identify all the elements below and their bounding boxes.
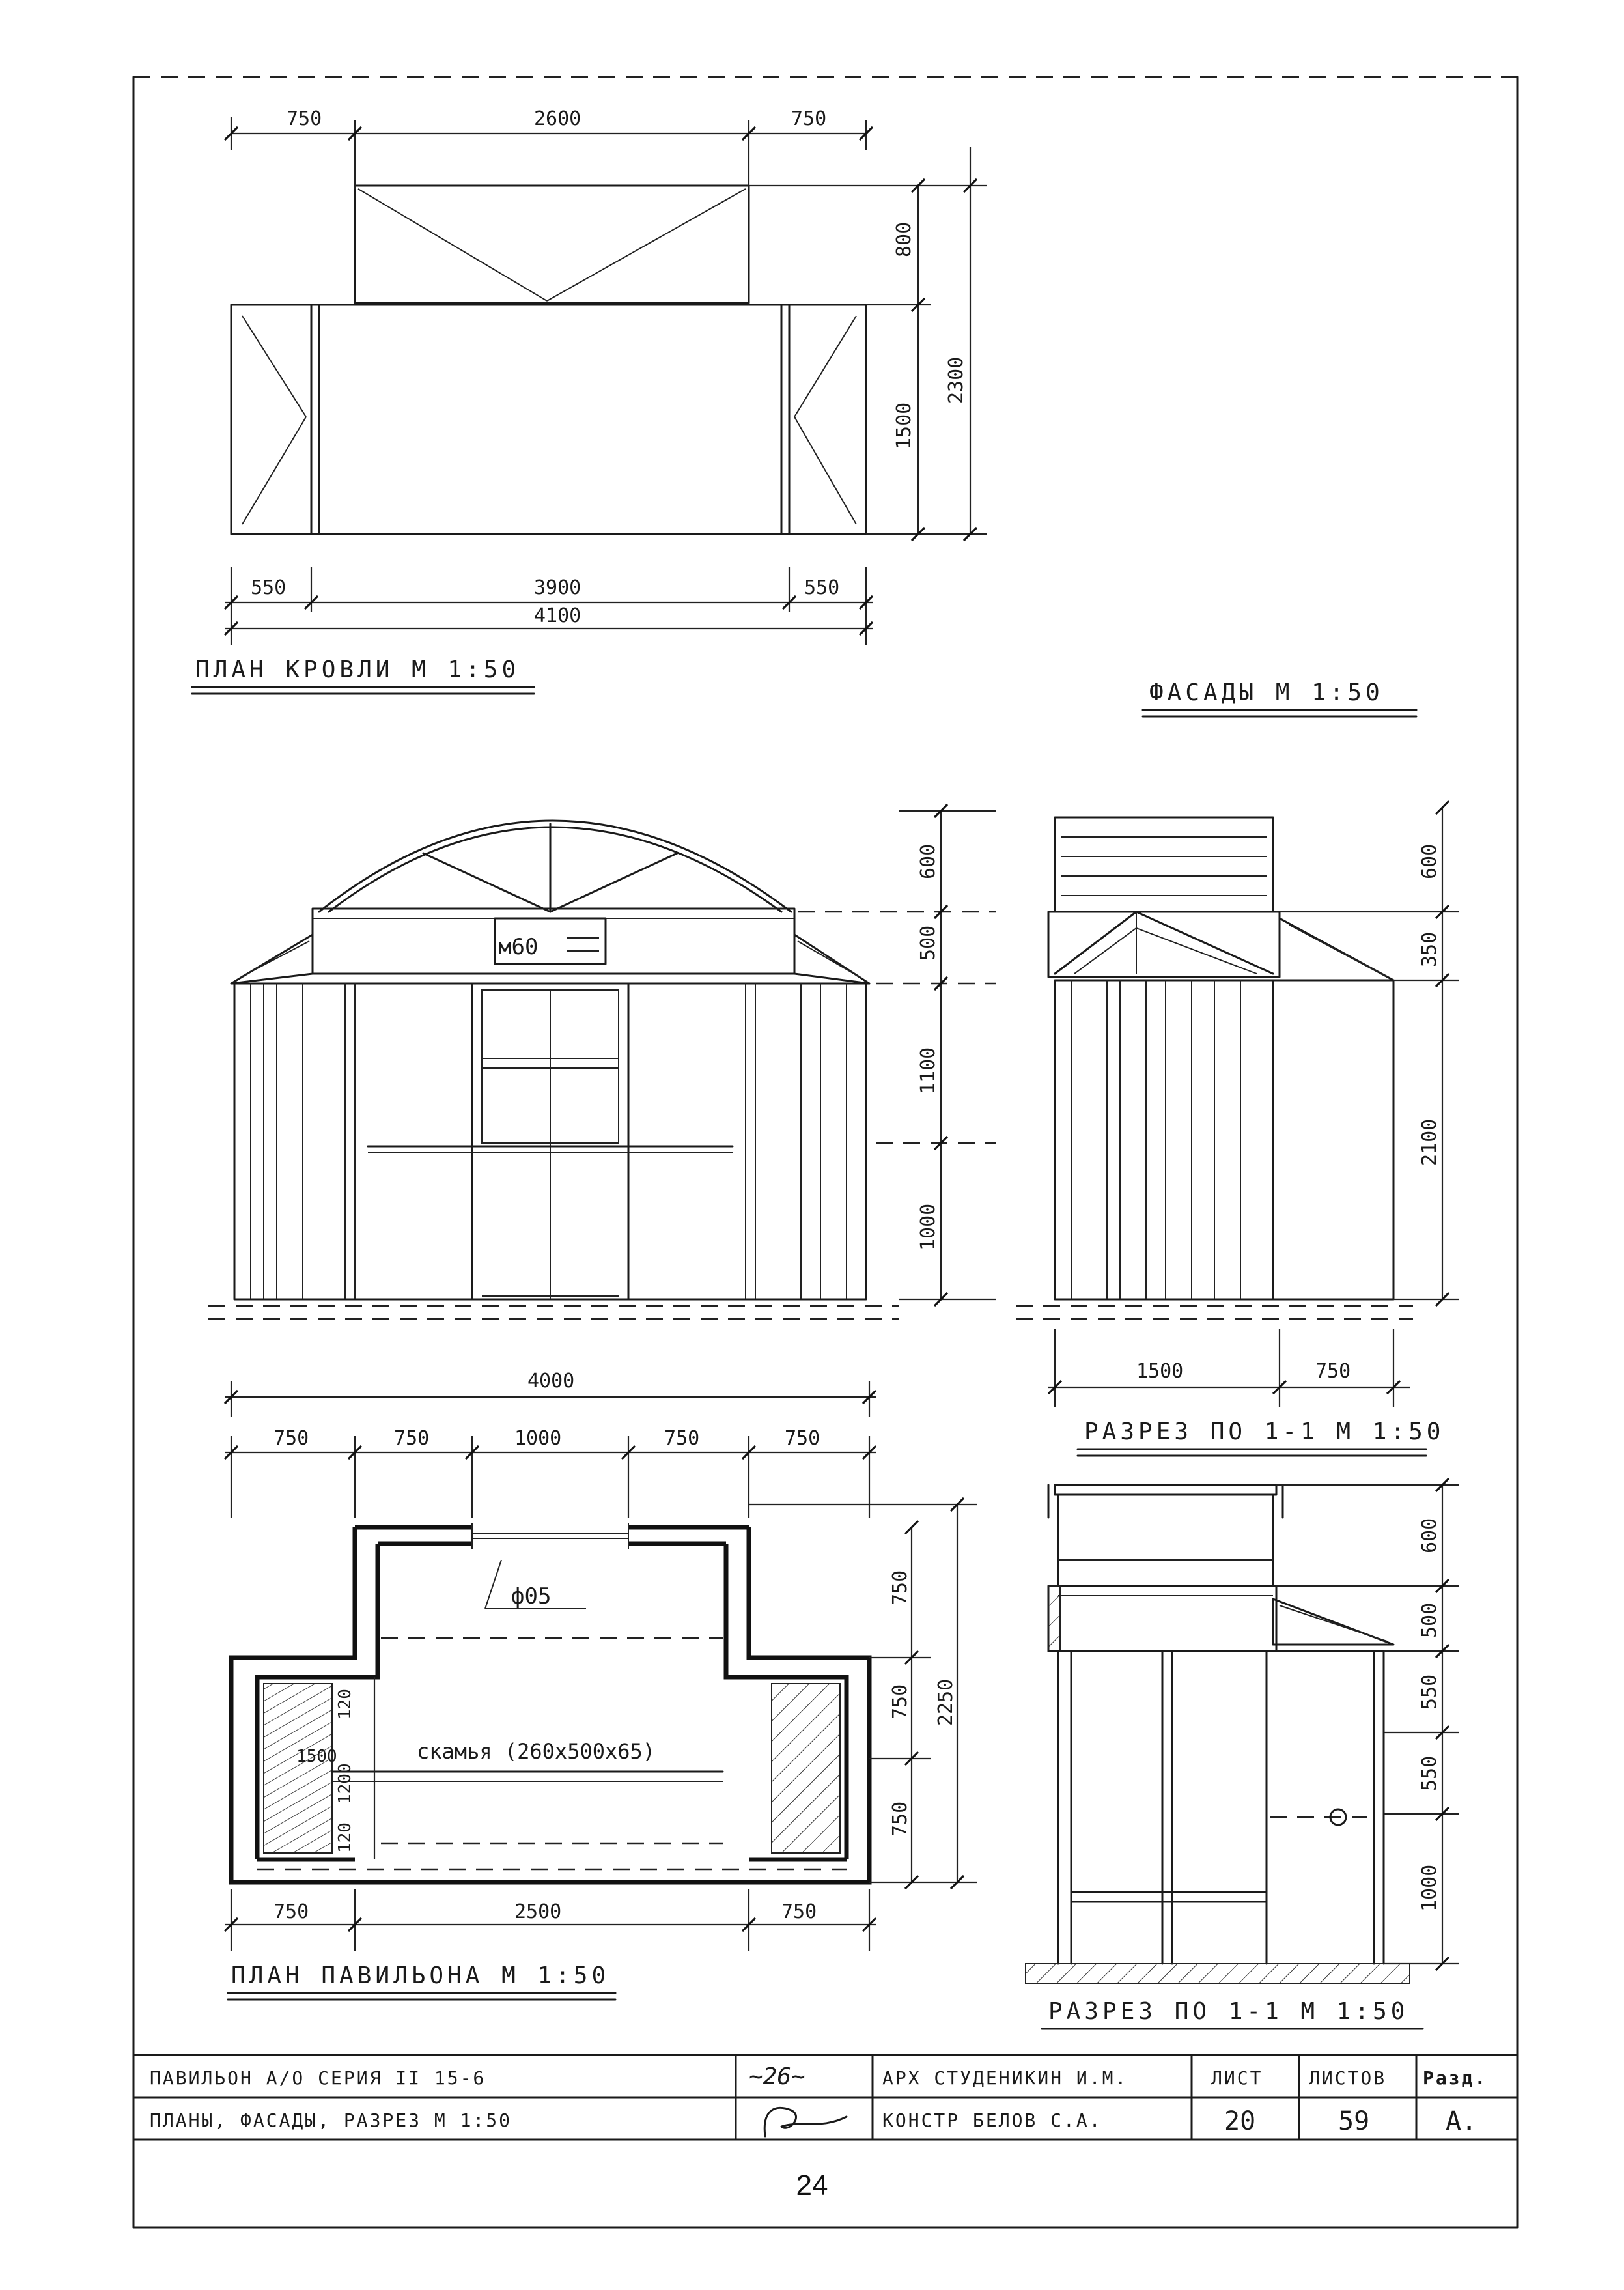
title-block-sheets-label: ЛИСТОВ — [1309, 2067, 1387, 2089]
roof-dim-bottom-3: 550 — [804, 576, 840, 599]
roof-dim-overall: 4100 — [534, 604, 581, 627]
roof-dim-bottom-1: 550 — [251, 576, 287, 599]
side-dim-bottom-1: 1500 — [1136, 1360, 1184, 1383]
plan-dim-bottom-1: 750 — [273, 1901, 309, 1923]
roof-dim-top-1: 750 — [287, 107, 322, 130]
plan-dim-overall: 4000 — [527, 1370, 575, 1392]
page-number: 24 — [796, 2170, 828, 2201]
plan-note-pipe: ф05 — [511, 1583, 552, 1609]
title-block-stage-label: Разд. — [1423, 2067, 1488, 2089]
section-dim-right-1: 600 — [1418, 1518, 1441, 1553]
side-dim-right-2: 350 — [1418, 931, 1441, 967]
roof-plan-main — [231, 305, 866, 534]
plan-dim-inner-4: 1500 — [296, 1747, 337, 1766]
plan-dim-right-2: 750 — [889, 1684, 912, 1719]
roof-dim-right-2: 1500 — [893, 402, 916, 449]
roof-dim-right-1: 800 — [893, 221, 916, 257]
title-block-signature-1: ~26~ — [749, 2063, 805, 2090]
sheet-frame — [133, 77, 1517, 2227]
roof-dim-right-3: 2300 — [945, 356, 968, 404]
title-block-content: ПЛАНЫ, ФАСАДЫ, РАЗРЕЗ М 1:50 — [150, 2110, 512, 2131]
plan-dim-inner-1: 120 — [335, 1689, 355, 1719]
section-title-top-block — [1078, 1419, 1444, 1456]
facade-arch — [319, 821, 791, 912]
side-dim-right-1: 600 — [1418, 843, 1441, 879]
section-dim-right-5: 1000 — [1418, 1864, 1441, 1912]
plan-dim-right-1: 750 — [889, 1570, 912, 1605]
section-1-1 — [1026, 1478, 1459, 2029]
title-block-sheets-value: 59 — [1338, 2106, 1370, 2136]
facade-dim-right-1: 600 — [917, 843, 940, 879]
side-dim-bottom-2: 750 — [1315, 1360, 1351, 1383]
facade-label: м60 — [498, 934, 539, 960]
title-block-project: ПАВИЛЬОН А/О СЕРИЯ II 15-6 — [150, 2067, 486, 2089]
title-block-sheet-value: 20 — [1224, 2106, 1256, 2136]
plan-dim-top-4: 750 — [664, 1427, 700, 1450]
plan-dim-inner-3: 120 — [335, 1822, 355, 1853]
side-dim-right-3: 2100 — [1418, 1118, 1441, 1166]
side-facade — [1016, 801, 1459, 1407]
facade-dim-right-2: 500 — [917, 925, 940, 961]
plan-dim-top-3: 1000 — [514, 1427, 562, 1450]
title-block — [133, 2055, 1517, 2140]
facade-dim-right-3: 1100 — [917, 1047, 940, 1094]
plan-dim-top-1: 750 — [273, 1427, 309, 1450]
roof-dim-top-3: 750 — [791, 107, 827, 130]
facade-dim-right-4: 1000 — [917, 1203, 940, 1251]
roof-dim-top-2: 2600 — [534, 107, 581, 130]
section-dim-right-3: 550 — [1418, 1674, 1441, 1710]
plan-dim-top-2: 750 — [394, 1427, 430, 1450]
plan-dim-right-4: 2250 — [934, 1678, 957, 1726]
title-block-stage-value: А. — [1446, 2106, 1477, 2136]
front-facade — [208, 804, 996, 1319]
plan-dim-bottom-3: 750 — [781, 1901, 817, 1923]
plan-dim-top-5: 750 — [785, 1427, 820, 1450]
plan-dim-bottom-2: 2500 — [514, 1901, 562, 1923]
roof-plan-canopy — [355, 186, 749, 303]
title-block-architect: АРХ СТУДЕНИКИН И.М. — [882, 2067, 1128, 2089]
section-title-top: РАЗРЕЗ ПО 1-1 М 1:50 — [1084, 1419, 1445, 1445]
section-dim-right-2: 500 — [1418, 1602, 1441, 1638]
section-dim-right-4: 550 — [1418, 1755, 1441, 1791]
section-title-bottom: РАЗРЕЗ ПО 1-1 М 1:50 — [1048, 1998, 1409, 2025]
signature-2 — [764, 2108, 847, 2136]
facades-title-block — [1143, 679, 1416, 716]
plan-dim-right-3: 750 — [889, 1801, 912, 1837]
roof-plan-title: ПЛАН КРОВЛИ М 1:50 — [195, 657, 520, 683]
facades-title: ФАСАДЫ М 1:50 — [1149, 679, 1384, 706]
pavilion-plan — [225, 1370, 977, 2000]
plan-dim-inner-2: 1200 — [335, 1763, 355, 1804]
roof-dim-bottom-2: 3900 — [534, 576, 581, 599]
title-block-sheet-label: ЛИСТ — [1211, 2067, 1263, 2089]
roof-plan — [192, 107, 987, 694]
plan-note-bench: скамья (260х500х65) — [417, 1739, 656, 1764]
plan-title: ПЛАН ПАВИЛЬОНА М 1:50 — [231, 1962, 610, 1989]
title-block-engineer: КОНСТР БЕЛОВ С.А. — [882, 2110, 1102, 2131]
